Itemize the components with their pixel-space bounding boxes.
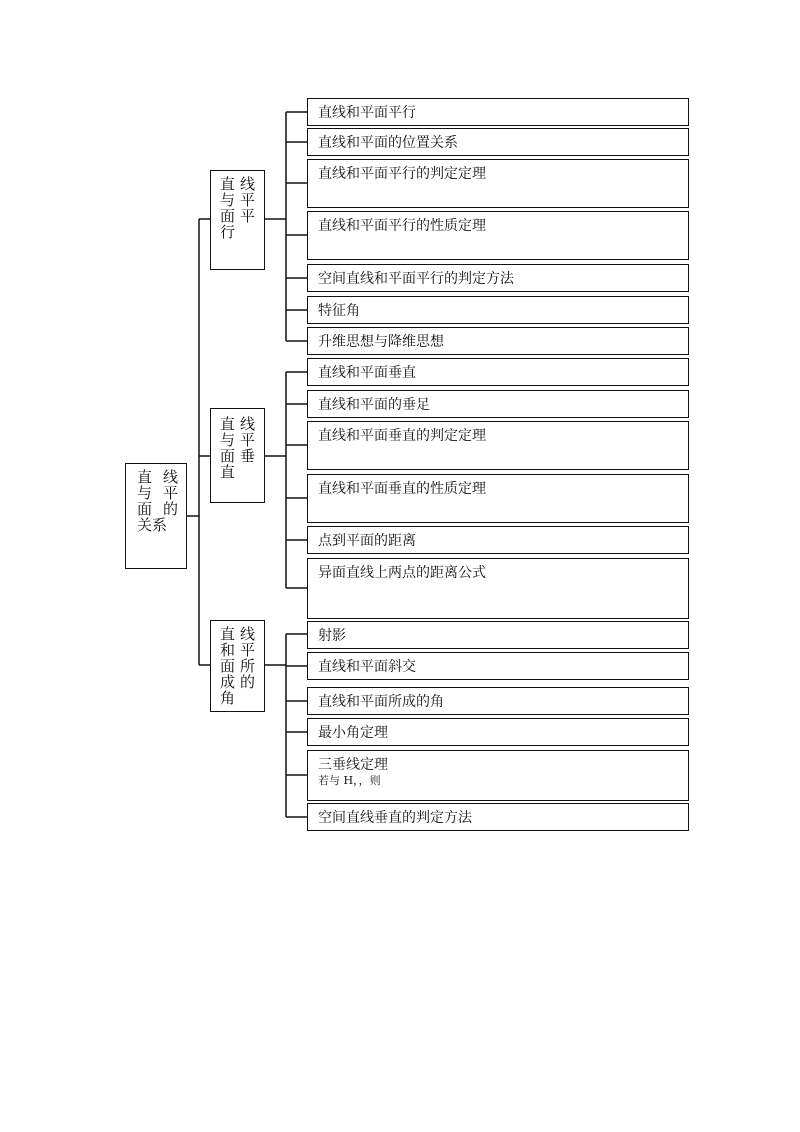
leaf-label: 直线和平面的垂足 [318, 397, 430, 413]
leaf-label: 直线和平面垂直 [318, 365, 416, 381]
leaf-label: 异面直线上两点的距离公式 [318, 565, 486, 581]
category-char: 的 [240, 673, 256, 691]
leaf-label: 最小角定理 [318, 725, 388, 741]
root-char: 与 [137, 484, 153, 502]
leaf-label: 空间直线垂直的判定方法 [318, 810, 472, 826]
category-char: 与 [220, 431, 236, 449]
category-char: 线 [240, 625, 256, 643]
category-char: 与 [220, 191, 236, 209]
leaf-item [307, 750, 689, 801]
leaf-item [307, 327, 689, 355]
category-char: 面 [220, 447, 236, 465]
leaf-label: 空间直线和平面平行的判定方法 [318, 271, 514, 287]
leaf-item [307, 421, 689, 470]
leaf-item [307, 159, 689, 208]
leaf-label: 直线和平面的位置关系 [318, 135, 458, 151]
leaf-item [307, 803, 689, 831]
leaf-item [307, 687, 689, 715]
root-char: 面 [137, 500, 153, 518]
leaf-label: 三垂线定理 [318, 757, 388, 773]
leaf-item [307, 390, 689, 418]
category-char: 线 [240, 175, 256, 193]
leaf-label: 点到平面的距离 [318, 533, 416, 549]
leaf-item [307, 211, 689, 260]
leaf-label: 直线和平面平行的性质定理 [318, 218, 486, 234]
category-perpendicular [210, 408, 265, 503]
leaf-item [307, 718, 689, 746]
leaf-label: 直线和平面垂直的判定定理 [318, 428, 486, 444]
category-char: 平 [240, 431, 256, 449]
leaf-label: 直线和平面平行的判定定理 [318, 166, 486, 182]
root-char: 平 [163, 484, 179, 502]
category-char: 面 [220, 207, 236, 225]
leaf-item [307, 652, 689, 680]
leaf-item [307, 98, 689, 126]
leaf-item [307, 128, 689, 156]
leaf-item [307, 621, 689, 649]
leaf-label: 特征角 [318, 303, 360, 319]
leaf-sublabel: 若与 H，，则 [318, 774, 381, 787]
category-char: 行 [220, 223, 236, 241]
root-node [125, 463, 187, 569]
category-char: 角 [220, 689, 236, 707]
category-char: 面 [220, 657, 236, 675]
category-char: 平 [240, 191, 256, 209]
category-char: 线 [240, 415, 256, 433]
root-char: 线 [163, 468, 179, 486]
leaf-label: 直线和平面斜交 [318, 659, 416, 675]
leaf-label: 直线和平面平行 [318, 105, 416, 121]
category-char: 垂 [240, 447, 256, 465]
leaf-label: 直线和平面垂直的性质定理 [318, 481, 486, 497]
root-char: 的 [163, 500, 179, 518]
leaf-item [307, 526, 689, 554]
category-parallel [210, 170, 265, 270]
root-char: 关系 [137, 516, 168, 534]
category-char: 直 [220, 625, 236, 643]
leaf-item [307, 358, 689, 386]
category-char: 所 [240, 657, 256, 675]
leaf-item [307, 558, 689, 619]
leaf-item [307, 296, 689, 324]
category-char: 直 [220, 415, 236, 433]
leaf-label: 直线和平面所成的角 [318, 694, 444, 710]
category-char: 直 [220, 175, 236, 193]
leaf-label: 升维思想与降维思想 [318, 334, 444, 350]
category-char: 和 [220, 641, 236, 659]
leaf-item [307, 264, 689, 292]
category-char: 平 [240, 641, 256, 659]
category-char: 直 [220, 463, 236, 481]
root-char: 直 [137, 468, 153, 486]
category-angle [210, 620, 265, 712]
leaf-label: 射影 [318, 628, 346, 644]
category-char: 成 [220, 673, 236, 691]
category-char: 平 [240, 207, 256, 225]
leaf-item [307, 474, 689, 523]
